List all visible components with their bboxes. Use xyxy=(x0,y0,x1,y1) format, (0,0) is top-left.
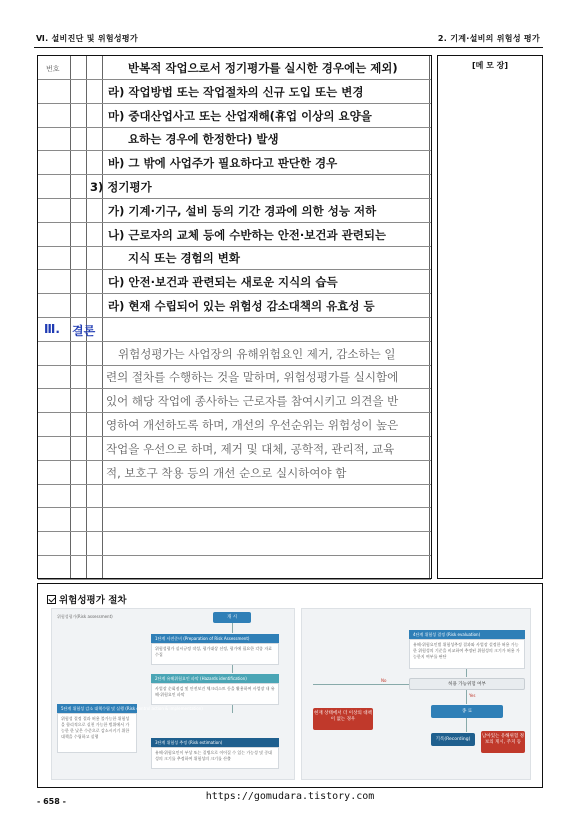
section-number: Ⅲ. xyxy=(44,321,60,336)
number-column-label: 번호 xyxy=(46,65,60,73)
figure-title xyxy=(47,592,127,606)
arrow-step4-decision xyxy=(466,669,467,677)
section-row xyxy=(38,318,431,342)
table-row xyxy=(38,56,431,80)
yes-label: Yes xyxy=(469,693,476,698)
risk-assessment-diagram xyxy=(51,608,531,780)
row-text: 요하는 경우에 한정한다) 발생 xyxy=(128,132,279,147)
memo-label: [메 모 장] xyxy=(471,61,509,70)
header-right-title: 2. 기계·설비의 위험성 평가 xyxy=(437,34,540,43)
table-row xyxy=(38,246,431,270)
step3-bar: 3단계 위험성 추정 (Risk estimation) xyxy=(151,738,279,747)
step5-desc: 위험성 결정 결과 허용 불가능한 위험성을 합리적으로 실천 가능한 범위에서 가능한 한 낮은 수준으로 감소시키기 위한 대책을 수립하고 실행 xyxy=(57,713,137,753)
record-node: 기록(Recording) xyxy=(431,733,475,746)
table-row xyxy=(38,294,431,318)
row-text: 라) 현재 수립되어 있는 위험성 감소대책의 유효성 등 xyxy=(108,299,375,313)
table-row xyxy=(38,151,431,175)
figure-title-text: 위험성평가 절차 xyxy=(59,595,127,606)
side-note-node: 남아있는 유해위험 정보의 게시, 주지 등 xyxy=(481,731,525,753)
memo-box xyxy=(437,55,543,579)
footer-url: https://gomudara.tistory.com xyxy=(205,791,375,802)
step4-desc: 유해·위험요인별 위험성추정 결과와 사업장 설정한 허용 가능한 위험성의 기준을 비교하여 추정된 위험성의 크기가 허용 가능한지 여부를 판단 xyxy=(409,639,525,669)
conclusion-text: 있어 해당 작업에 종사하는 근로자를 참여시키고 의견을 반 xyxy=(106,394,399,409)
table-row xyxy=(38,104,431,128)
end-node: 종 료 xyxy=(431,705,503,718)
conclusion-text: 련의 절차를 수행하는 것을 말하며, 위험성평가를 실시함에 xyxy=(106,370,399,385)
conclusion-row xyxy=(38,461,431,485)
step5-bar: 5단계 위험성 감소 대책수립 및 실행 (Risk control action & implementation) xyxy=(57,704,137,713)
header-left-title: Ⅵ. 설비진단 및 위험성평가 xyxy=(36,34,138,43)
row-text: 가) 기계·기구, 설비 등의 기간 경과에 의한 성능 저하 xyxy=(108,203,377,218)
row-text: 다) 안전·보건과 관련되는 새로운 지식의 습득 xyxy=(108,275,338,290)
step4-bar: 4단계 위험성 결정 (Risk evaluation) xyxy=(409,630,525,639)
conclusion-text: 영하여 개선하도록 하며, 개선의 우선순위는 위험성이 높은 xyxy=(106,418,399,432)
start-node: 개 시 xyxy=(213,612,251,623)
arrow-decision-end xyxy=(466,690,467,704)
row-text: 바) 그 밖에 사업주가 필요하다고 판단한 경우 xyxy=(108,156,338,171)
step2-bar: 2단계 유해위험요인 파악 (Hazards identification) xyxy=(151,674,279,683)
table-row xyxy=(38,223,431,247)
table-row xyxy=(38,127,431,151)
empty-row xyxy=(38,508,431,532)
header-rule xyxy=(34,47,543,48)
empty-row xyxy=(38,532,431,556)
arrow-end-record xyxy=(466,718,467,732)
table-row xyxy=(38,80,431,104)
row-text: 3) 정기평가 xyxy=(90,180,152,194)
row-text: 반복적 작업으로서 정기평가를 실시한 경우에는 제외) xyxy=(128,61,398,75)
no-label: No xyxy=(381,678,387,683)
main-ruled-box xyxy=(37,55,432,579)
step2-desc: 사업장 순회점검 및 안전보건 체크리스트 등을 활용하여 사업장 내 유해·위험요인 파악 xyxy=(151,683,279,705)
diagram-caption: 위험성평가(Risk assessment) xyxy=(57,614,113,619)
row-text: 나) 근로자의 교체 등에 수반하는 안전·보건과 관련되는 xyxy=(108,227,387,242)
conclusion-row xyxy=(38,389,431,413)
conclusion-row xyxy=(38,437,431,461)
row-text: 라) 작업방법 또는 작업절차의 신규 도입 또는 변경 xyxy=(108,84,364,99)
table-row xyxy=(38,175,431,199)
loop-note-node: 현재 상태에서 더 이상의 대책이 없는 경우 xyxy=(313,708,373,730)
row-text: 마) 중대산업사고 또는 산업재해(휴업 이상의 요양을 xyxy=(108,108,372,123)
arrow-no-branch xyxy=(313,684,409,685)
page-number: - 658 - xyxy=(37,797,66,806)
conclusion-row xyxy=(38,365,431,389)
section-title: 결론 xyxy=(72,323,96,338)
arrow-step1-step2 xyxy=(232,665,233,673)
table-row xyxy=(38,199,431,223)
arrow-start-step1 xyxy=(232,623,233,633)
conclusion-text: 작업을 우선으로 하며, 제거 및 대체, 공학적, 관리적, 교육 xyxy=(106,441,395,456)
step1-bar: 1단계 사전준비 (Preparation of Risk Assessment) xyxy=(151,634,279,643)
table-row xyxy=(38,270,431,294)
checkbox-icon xyxy=(47,595,56,604)
conclusion-text: 적, 보호구 착용 등의 개선 순으로 실시하여야 함 xyxy=(106,465,347,480)
empty-row xyxy=(38,556,431,580)
row-text: 지식 또는 경험의 변화 xyxy=(128,251,240,266)
conclusion-row xyxy=(38,342,431,366)
arrow-step2-step3 xyxy=(232,705,233,713)
decision-node: 허용 가능위험 여부 xyxy=(409,678,525,690)
conclusion-row xyxy=(38,413,431,437)
step3-desc: 유해·위험요인이 부상 또는 질병으로 이어질 수 있는 가능성 및 중대성의 크기를 추정하여 위험성의 크기를 산출 xyxy=(151,747,279,769)
figure-box xyxy=(37,583,543,788)
conclusion-text: 위험성평가는 사업장의 유해위험요인 제거, 감소하는 일 xyxy=(118,346,396,361)
empty-row xyxy=(38,484,431,508)
step1-desc: 위험성평가 실시규정 작성, 평가대상 선정, 평가에 필요한 각종 자료 수집 xyxy=(151,643,279,665)
